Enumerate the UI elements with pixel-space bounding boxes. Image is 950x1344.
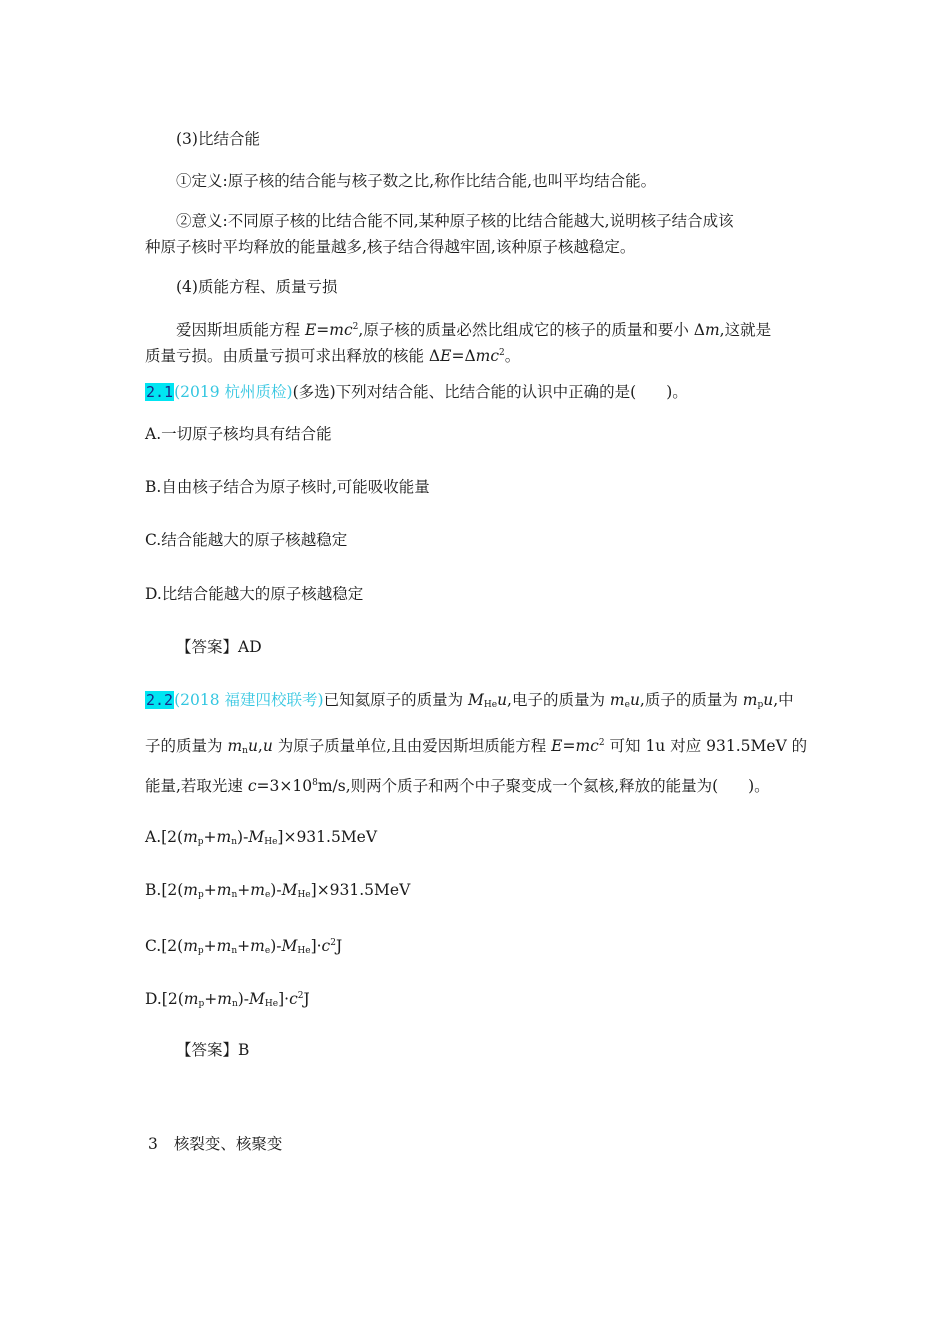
question-2-2-option-b: $B.[2(m_p+m_n+m_e)-M_{He}]\times 931.5MeV$ [145, 881, 411, 900]
question-2-2-stem-line3: 能量,若取光速 $c=3\times 10^8m/s$,则两个质子和两个中子聚变成一个氦核,释放的能量为( )。 [145, 777, 770, 795]
question-2-1-option-c: C.结合能越大的原子核越稳定 [145, 531, 348, 549]
binding-energy-meaning-line1: ②意义:不同原子核的比结合能不同,某种原子核的比结合能越大,说明核子结合成该 [176, 212, 734, 230]
mass-energy-heading: (4)质能方程、质量亏损 [176, 278, 338, 296]
section-number: 3 [148, 1135, 158, 1153]
section-title: 核裂变、核聚变 [173, 1135, 283, 1153]
question-2-2-option-a: $A.[2(m_p+m_n)-M_{He}]\times 931.5MeV$ [145, 828, 378, 847]
question-2-2-answer: 【答案】B [176, 1041, 250, 1059]
question-2-1-option-d: D.比结合能越大的原子核越稳定 [145, 585, 364, 603]
question-2-1-answer: 【答案】AD [176, 638, 262, 656]
binding-energy-definition: ①定义:原子核的结合能与核子数之比,称作比结合能,也叫平均结合能。 [176, 172, 657, 190]
mass-energy-line2: 质量亏损。由质量亏损可求出释放的核能 ΔE=Δmc$^2$。 [145, 347, 521, 365]
question-source: (2019 杭州质检) [174, 383, 293, 401]
section-heading [148, 1133, 282, 1155]
question-source: (2018 福建四校联考) [174, 691, 324, 709]
question-2-1-option-b: B.自由核子结合为原子核时,可能吸收能量 [145, 478, 430, 496]
question-2-2-option-c: $C.[2(m_p+m_n+m_e)-M_{He}]\cdot c^2J$ [145, 937, 343, 956]
mass-energy-line1: 爱因斯坦质能方程 $E=mc^2$,原子核的质量必然比组成它的核子的质量和要小 Δm,这就是 [176, 321, 772, 339]
question-number-tag: 2.1 [146, 383, 174, 401]
binding-energy-heading: (3)比结合能 [176, 130, 260, 148]
question-2-2-stem-line1: 2.2(2018 福建四校联考)已知氦原子的质量为 $M_{He}u$,电子的质量为 $m_eu$,质子的质量为 $m_pu$,中 [146, 691, 794, 710]
question-2-2-stem-line2: 子的质量为 $m_nu,u$ 为原子质量单位,且由爱因斯坦质能方程 $E=mc^2$ 可知 1u 对应 931.5MeV 的 [145, 737, 808, 756]
question-2-1-stem: 2.1(2019 杭州质检)(多选)下列对结合能、比结合能的认识中正确的是( )。 [146, 383, 688, 401]
binding-energy-meaning-line2: 种原子核时平均释放的能量越多,核子结合得越牢固,该种原子核越稳定。 [145, 238, 636, 256]
question-2-2-option-d: $D.[2(m_p+m_n)-M_{He}]\cdot c^2J$ [145, 990, 310, 1009]
question-number-tag: 2.2 [146, 691, 174, 709]
question-2-1-option-a: A.一切原子核均具有结合能 [145, 425, 332, 443]
